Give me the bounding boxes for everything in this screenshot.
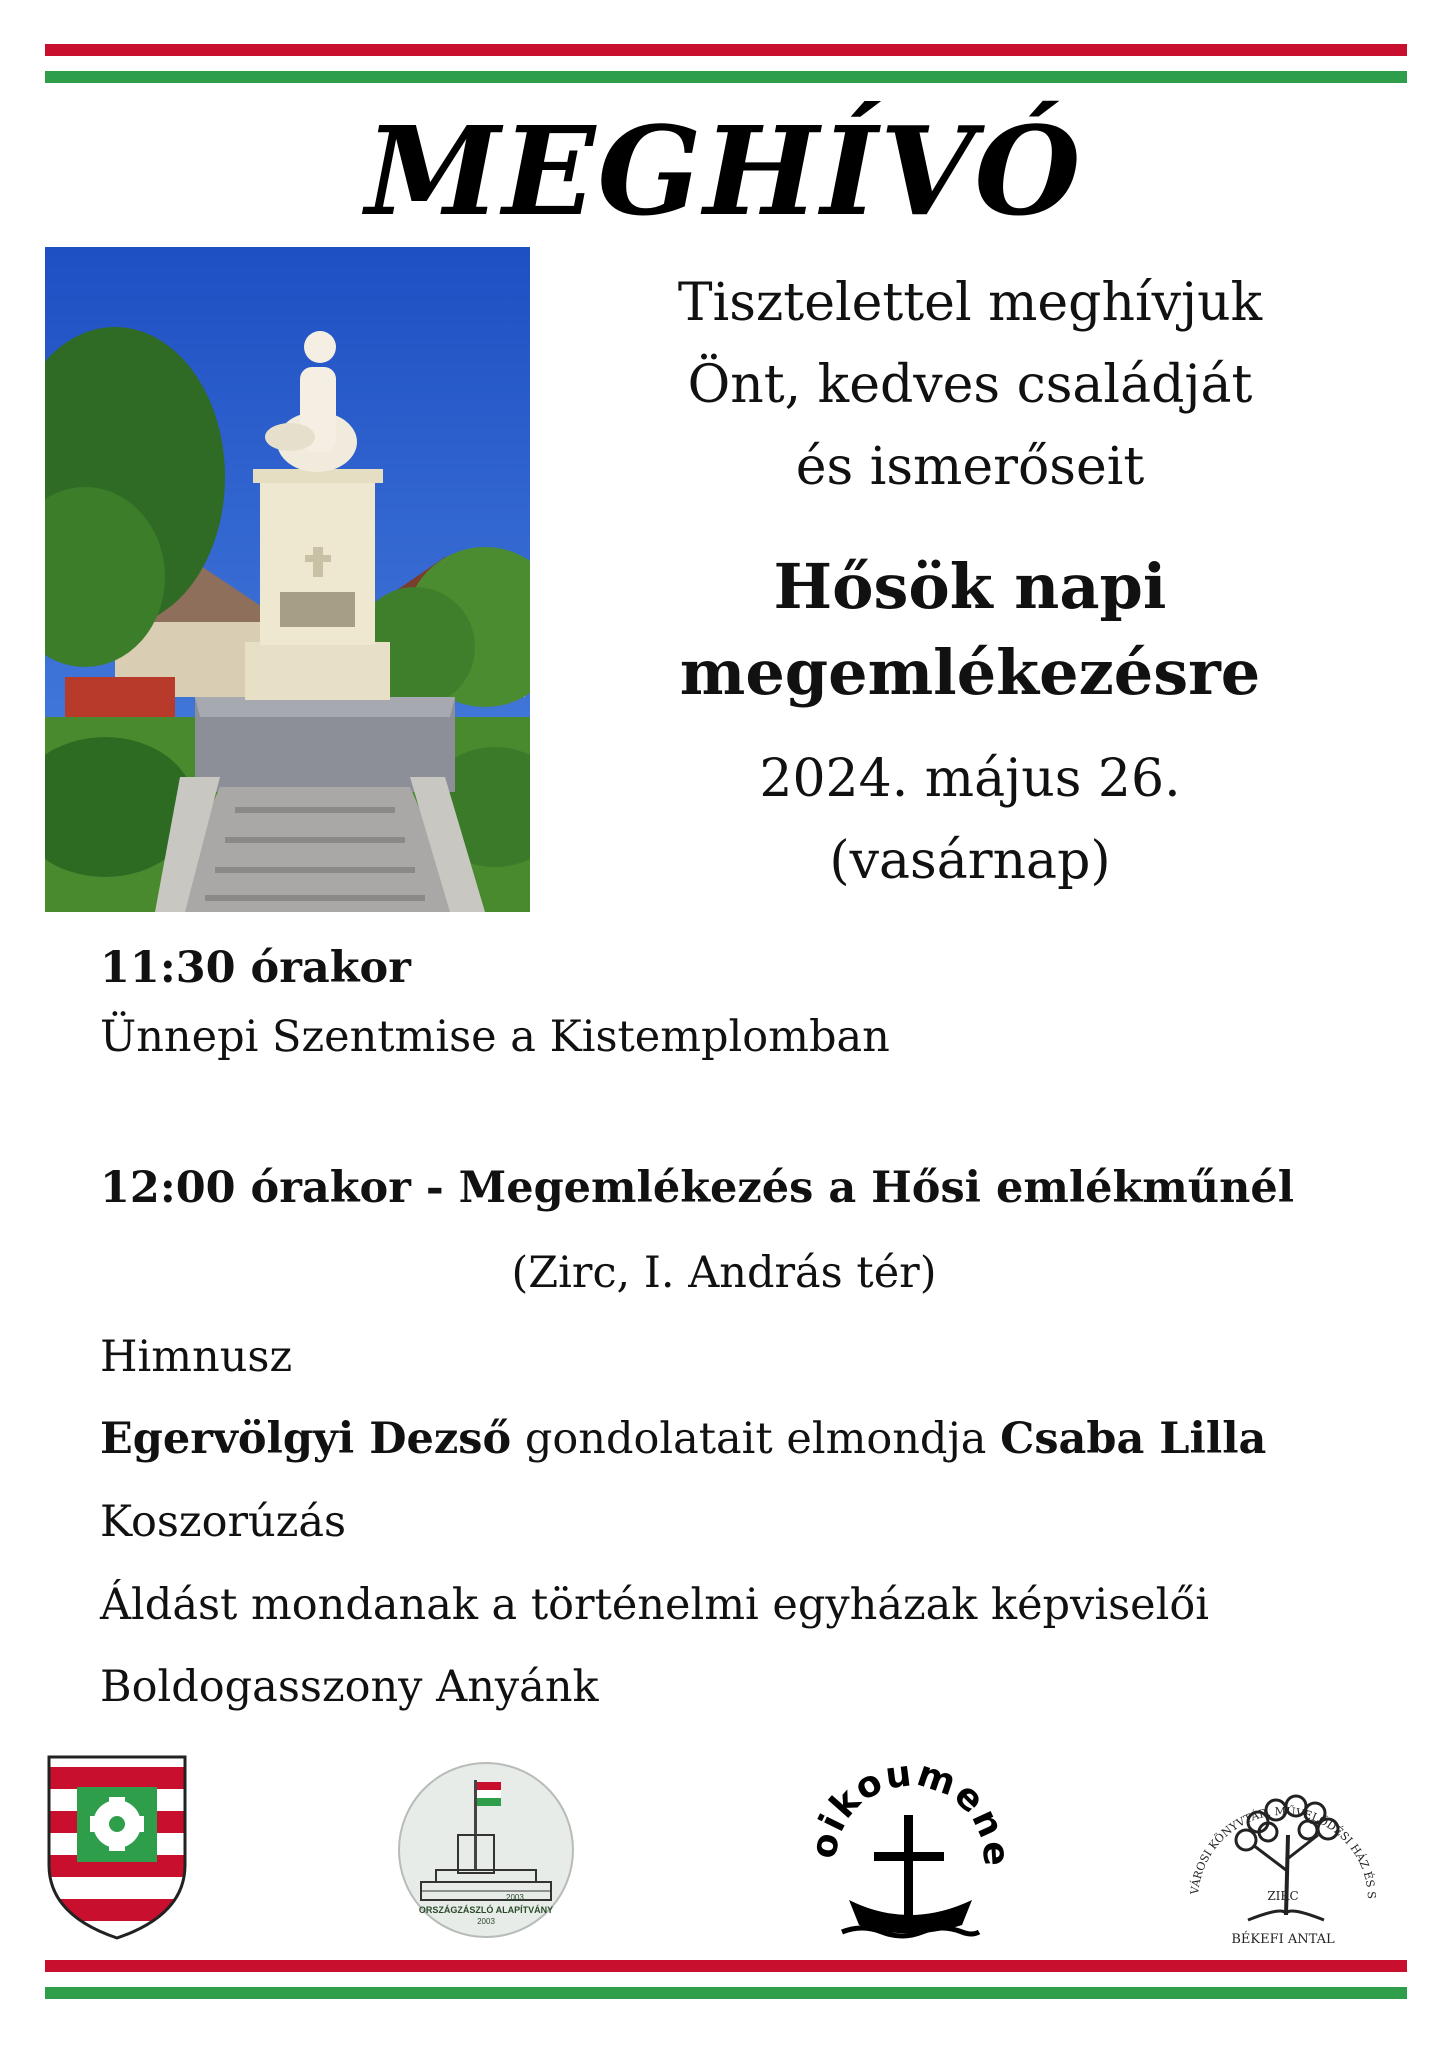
weekday-line: (vasárnap) xyxy=(829,831,1111,891)
bottom-red-stripe xyxy=(45,1960,1407,1972)
event-date xyxy=(580,738,1360,902)
program-item-song: Boldogasszony Anyánk xyxy=(100,1662,599,1712)
intro-line: Tisztelettel meghívjuk xyxy=(677,273,1263,333)
reader-name: Csaba Lilla xyxy=(1000,1414,1267,1464)
coat-of-arms-logo xyxy=(47,1755,187,1944)
event-title-line: Hősök napi xyxy=(773,550,1167,623)
library-zirc: ZIRC xyxy=(1267,1889,1299,1903)
foundation-year-top: 2003 xyxy=(506,1893,524,1902)
program-desc-1: Ünnepi Szentmise a Kistemplomban xyxy=(100,1012,890,1062)
program-location: (Zirc, I. András tér) xyxy=(511,1248,937,1298)
monument-photo xyxy=(45,247,530,912)
foundation-year-bottom: 2003 xyxy=(477,1917,495,1926)
top-green-stripe xyxy=(45,71,1407,83)
event-title xyxy=(580,544,1360,716)
oikoumene-wordmark: ikoume xyxy=(814,1760,994,1838)
event-title-line: megemlékezésre xyxy=(679,636,1261,709)
invitation-text xyxy=(580,262,1360,508)
library-logo xyxy=(1168,1750,1398,1954)
date-line: 2024. május 26. xyxy=(759,749,1181,809)
library-name: BÉKEFI ANTAL xyxy=(1231,1932,1335,1947)
intro-line: Önt, kedves családját xyxy=(687,355,1253,415)
top-red-stripe xyxy=(45,44,1407,56)
program-item-wreath: Koszorúzás xyxy=(100,1497,347,1547)
speech-text: gondolatait elmondja xyxy=(511,1414,1001,1464)
oikoumene-logo xyxy=(814,1760,1004,1949)
page-title: MEGHÍVÓ xyxy=(365,99,1083,243)
program-time-2: 12:00 órakor - Megemlékezés a Hősi emlékműnél xyxy=(100,1163,1295,1213)
program-time-1: 11:30 órakor xyxy=(100,943,411,993)
intro-line: és ismerőseit xyxy=(795,437,1145,497)
bottom-green-stripe xyxy=(45,1987,1407,1999)
flag-foundation-logo xyxy=(396,1760,576,1944)
program-item-himnusz: Himnusz xyxy=(100,1332,293,1382)
library-arc-text: VÁROSI KÖNYVTÁR, MŰVELŐDÉSI HÁZ ÉS S xyxy=(1188,1804,1379,1900)
foundation-name: ORSZÁGZÁSZLÓ ALAPÍTVÁNY xyxy=(418,1905,554,1915)
program-item-speech xyxy=(100,1414,1266,1466)
program-item-blessing: Áldást mondanak a történelmi egyházak képviselői xyxy=(100,1580,1209,1630)
speaker-name: Egervölgyi Dezső xyxy=(100,1414,512,1464)
